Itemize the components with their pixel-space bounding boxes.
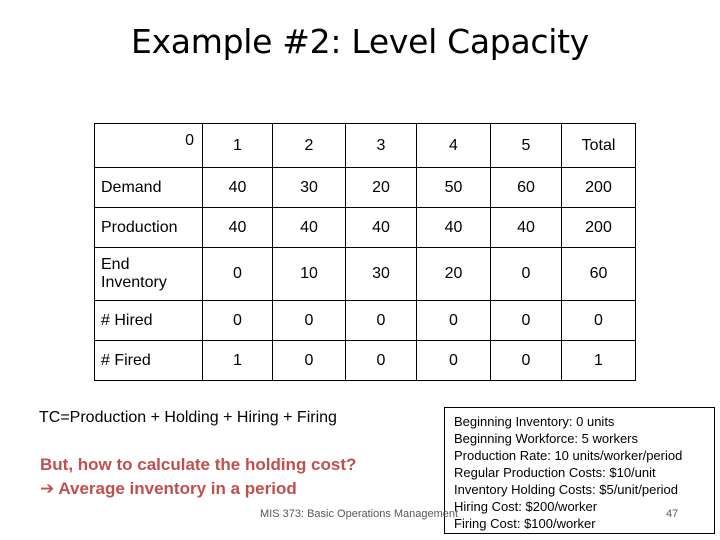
table-cell-total: 60 — [562, 248, 636, 301]
info-line: Inventory Holding Costs: $5/unit/period — [454, 482, 679, 497]
level-capacity-table — [94, 123, 636, 381]
table-cell: 0 — [346, 301, 417, 341]
table-cell: 10 — [273, 248, 346, 301]
table-row-end-inventory — [95, 248, 636, 301]
table-cell: 0 — [203, 301, 273, 341]
table-cell: 0 — [346, 341, 417, 381]
header-cell-period-4: 4 — [417, 124, 491, 168]
info-line: Beginning Workforce: 5 workers — [454, 431, 639, 446]
info-line: Production Rate: 10 units/worker/period — [454, 448, 683, 463]
table-cell: 0 — [273, 301, 346, 341]
table-cell: 0 — [273, 341, 346, 381]
row-label-demand: Demand — [95, 168, 203, 208]
table-cell: 0 — [491, 248, 562, 301]
table-cell: 0 — [491, 301, 562, 341]
table-cell: 50 — [417, 168, 491, 208]
table-cell-total: 200 — [562, 208, 636, 248]
table-cell: 0 — [417, 301, 491, 341]
row-label-fired: # Fired — [95, 341, 203, 381]
table-cell: 20 — [346, 168, 417, 208]
row-label-hired: # Hired — [95, 301, 203, 341]
header-cell-period-0: 0 — [95, 124, 203, 168]
row-label-production: Production — [95, 208, 203, 248]
answer-line — [40, 477, 356, 501]
table-cell: 40 — [491, 208, 562, 248]
arrow-right-icon: ➔ — [40, 479, 55, 499]
page-number: 47 — [666, 508, 679, 520]
info-line: Hiring Cost: $200/worker — [454, 499, 598, 514]
table-row-hired — [95, 301, 636, 341]
answer-text: Average inventory in a period — [58, 479, 297, 498]
question-line: But, how to calculate the holding cost? — [40, 455, 357, 474]
header-cell-total: Total — [562, 124, 636, 168]
info-line: Regular Production Costs: $10/unit — [454, 465, 656, 480]
table-cell: 40 — [203, 208, 273, 248]
table-cell: 40 — [273, 208, 346, 248]
table-cell: 0 — [491, 341, 562, 381]
table-cell: 1 — [203, 341, 273, 381]
table-row-production — [95, 208, 636, 248]
holding-cost-question — [40, 453, 356, 501]
table-cell: 60 — [491, 168, 562, 208]
header-cell-period-1: 1 — [203, 124, 273, 168]
table-cell: 30 — [346, 248, 417, 301]
slide-footer: MIS 373: Basic Operations Management — [260, 508, 459, 520]
header-cell-period-5: 5 — [491, 124, 562, 168]
table-cell: 40 — [346, 208, 417, 248]
table-cell: 40 — [417, 208, 491, 248]
table-cell: 30 — [273, 168, 346, 208]
table-row-demand — [95, 168, 636, 208]
table-cell: 20 — [417, 248, 491, 301]
header-cell-period-3: 3 — [346, 124, 417, 168]
table-cell-total: 1 — [562, 341, 636, 381]
table-row-fired — [95, 341, 636, 381]
table-header-row — [95, 124, 636, 168]
table-cell-total: 0 — [562, 301, 636, 341]
table-cell: 0 — [417, 341, 491, 381]
info-line: Firing Cost: $100/worker — [454, 516, 596, 531]
table-cell: 0 — [203, 248, 273, 301]
table-cell: 40 — [203, 168, 273, 208]
table-cell-total: 200 — [562, 168, 636, 208]
total-cost-formula: TC=Production + Holding + Hiring + Firing — [39, 409, 337, 426]
slide-title: Example #2: Level Capacity — [131, 22, 589, 61]
info-line: Beginning Inventory: 0 units — [454, 414, 615, 429]
row-label-end-inventory: End Inventory — [95, 248, 203, 301]
header-cell-period-2: 2 — [273, 124, 346, 168]
